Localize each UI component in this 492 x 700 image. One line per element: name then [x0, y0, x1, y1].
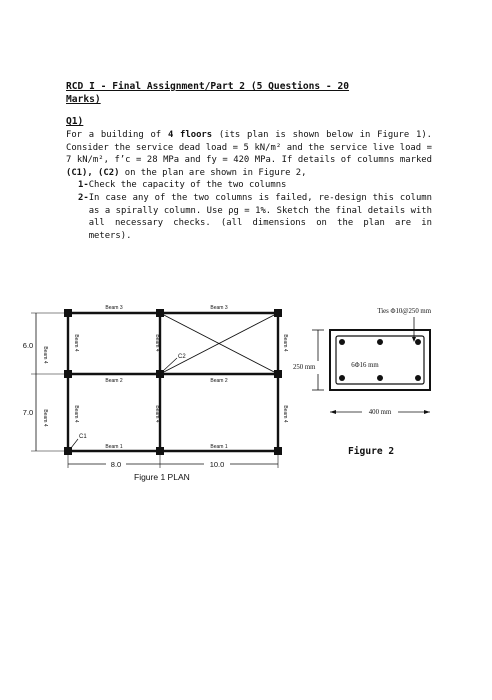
plan-beam-2-right: Beam 2	[210, 378, 228, 384]
plan-beam-4-label: Beam 4	[282, 405, 288, 423]
heading-line-1: RCD I - Final Assignment/Part 2 (5 Questions - 20	[66, 81, 350, 92]
task-1-number: 1-	[78, 180, 89, 191]
label-c2: C2	[178, 354, 186, 360]
column-c1	[64, 447, 72, 455]
dim-bottom-right: 10.0	[209, 460, 225, 469]
c1-leader	[71, 439, 78, 448]
plan-beam-4-label: Beam 4	[154, 334, 160, 352]
plan-beam-2-left: Beam 2	[105, 378, 123, 384]
figure-1-caption: Figure 1 PLAN	[134, 472, 190, 482]
task-2-number: 2-	[78, 192, 89, 203]
plan-beam-4-label: Beam 4	[42, 409, 48, 427]
intro-text-c: on the plan are shown in Figure 2,	[119, 167, 307, 178]
problem-statement	[66, 129, 432, 242]
plan-beam-4-label: Beam 4	[73, 334, 79, 352]
plan-beam-1-right: Beam 1	[210, 444, 228, 450]
intro-text-b: (its plan is shown below in Figure 1). Consider the service dead load = 5 kN/m² and the service live load = 7 kN/m², f’c = 28 MPa and fy = 420 MPa. If details of columns marked	[66, 130, 433, 166]
column-section-figure	[293, 300, 436, 425]
task-2-text: In case any of the two columns is failed, re-design this column as a spirally column. Use ρg = 1%. Sketch the final details with all necessary checks. (all dimensions on the plan are in meters).	[88, 192, 432, 241]
plan-beam-4-label: Beam 4	[73, 405, 79, 423]
bars-label: 6Φ16 mm	[351, 362, 379, 369]
task-1	[78, 179, 432, 192]
plan-beam-4-label: Beam 4	[154, 405, 160, 423]
plan-beam-4-label: Beam 4	[42, 346, 48, 364]
plan-figure	[20, 296, 290, 472]
section-depth-label: 250 mm	[293, 364, 316, 371]
ties-label: Ties Φ10@250 mm	[377, 308, 431, 315]
column-markers	[64, 309, 282, 455]
assignment-heading	[66, 80, 434, 106]
plan-beam-3-right: Beam 3	[210, 305, 228, 311]
section-width-label: 400 mm	[368, 409, 392, 416]
intro-columns: (C1), (C2)	[66, 167, 120, 178]
problem-intro	[66, 129, 432, 179]
reinforcement-bars	[339, 339, 421, 381]
plan-beam-4-label: Beam 4	[282, 334, 288, 352]
task-2	[78, 192, 432, 242]
question-label: Q1)	[66, 116, 84, 127]
intro-text-a: For a building of	[66, 130, 168, 140]
heading-line-2: Marks)	[66, 94, 101, 105]
figure-2-caption: Figure 2	[348, 446, 395, 457]
dim-bottom-left: 8.0	[110, 460, 122, 469]
plan-beam-1-left: Beam 1	[105, 444, 123, 450]
intro-floors: 4 floors	[167, 130, 213, 140]
task-1-text: Check the capacity of the two columns	[88, 180, 287, 191]
dim-left-top: 6.0	[22, 341, 34, 350]
plan-beam-3-left: Beam 3	[105, 305, 123, 311]
column-c2	[156, 370, 164, 378]
label-c1: C1	[79, 434, 87, 440]
dim-left-bottom: 7.0	[22, 408, 34, 417]
